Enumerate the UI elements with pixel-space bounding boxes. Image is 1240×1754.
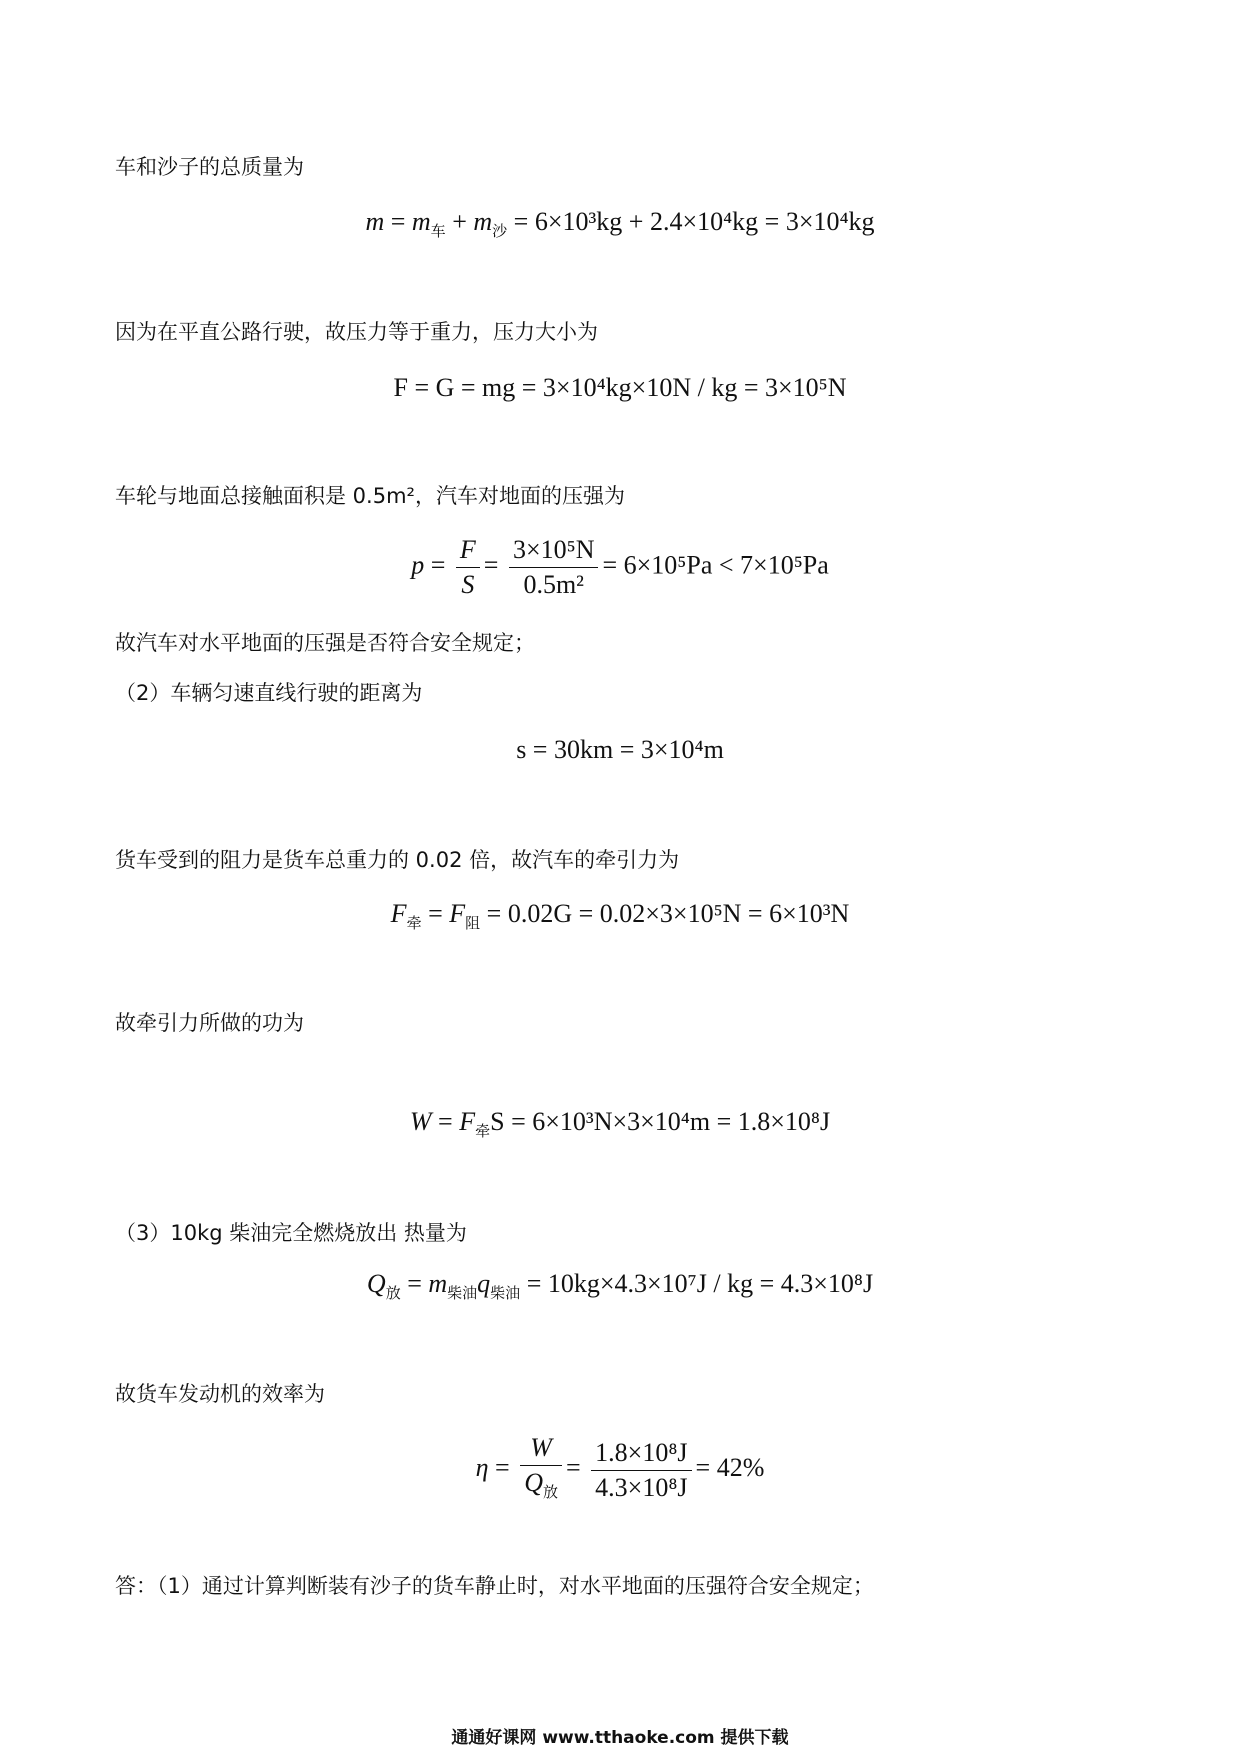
equation-force: F = G = mg = 3×10⁴kg×10N / kg = 3×10⁵N [393, 373, 847, 402]
text-resistance-intro: 货车受到的阻力是货车总重力的 0.02 倍，故汽车的牵引力为 [115, 848, 680, 872]
fraction-eff-values [591, 1438, 691, 1503]
sub-pull: 牵 [406, 914, 422, 932]
eff-den-sub: 放 [542, 1483, 558, 1501]
text-area-intro: 车轮与地面总接触面积是 0.5m²，汽车对地面的压强为 [115, 484, 625, 508]
pressure-lhs: p [411, 550, 425, 580]
sub-diesel-m: 柴油 [447, 1284, 478, 1302]
efficiency-rest: = 42% [695, 1452, 765, 1482]
sub-resistance: 阻 [465, 914, 481, 932]
frac-num-value: 3×10⁵N [509, 535, 599, 568]
sub-pull-work: 牵 [475, 1122, 491, 1140]
heat-rest: = 10kg×4.3×10⁷J / kg = 4.3×10⁸J [526, 1269, 874, 1298]
equation-total-mass: $m = m_车 + m_沙 = 6\times 10^3kg + 2.4\times 10^4kg = 3\times 10^4kg$ [365, 207, 875, 240]
fraction-w-over-q [520, 1433, 562, 1507]
sub-diesel-q: 柴油 [490, 1284, 521, 1302]
equation-pressure: p = $\frac{F}{S}$ = $\frac{\text{3×10⁵N}}{\text{0.5m²}}$ = 6×10⁵Pa < 7×10⁵Pa [411, 535, 829, 599]
text-part3-intro: （3）10kg 柴油完全燃烧放出 热量为 [115, 1221, 467, 1245]
sub-sand: 沙 [492, 222, 508, 240]
frac-den: S [461, 570, 475, 599]
text-part2-intro: （2）车辆匀速直线行驶的距离为 [115, 681, 423, 705]
sub-car: 车 [430, 222, 446, 240]
traction-rest: = 0.02G = 0.02×3×10⁵N = 6×10³N [486, 899, 850, 928]
pressure-rest: = 6×10⁵Pa < 7×10⁵Pa [602, 550, 829, 580]
equation-efficiency: η = $\frac{W}{Q_放}$ = $\frac{\text{1.8×10⁸J}}{\text{4.3×10⁸J}}$ = 42% [0, 1433, 1240, 1507]
fraction-f-over-s [456, 535, 480, 600]
text-pressure-conclusion: 故汽车对水平地面的压强是否符合安全规定； [115, 631, 535, 655]
text-answer: 答：（1）通过计算判断装有沙子的货车静止时，对水平地面的压强符合安全规定； [115, 1574, 874, 1598]
eff-frac-num-value: 1.8×10⁸J [591, 1438, 691, 1471]
work-rest: S = 6×10³N×3×10⁴m = 1.8×10⁸J [490, 1107, 831, 1136]
text-efficiency-intro: 故货车发动机的效率为 [115, 1382, 325, 1406]
text-pressure-intro: 因为在平直公路行驶，故压力等于重力，压力大小为 [115, 320, 598, 344]
equation-work: $W = F_牵S = 6\times 10^3N\times 3\times 10^4m = 1.8\times 10^8J$ [409, 1107, 831, 1140]
efficiency-lhs: η [475, 1452, 489, 1482]
equation-heat: $Q_放 = m_{柴油}q_{柴油} = 10kg\times 4.3\times 10^7J$ / kg = 4.3×10⁸J [366, 1269, 874, 1302]
eff-frac-den: $Q_放$ [524, 1468, 558, 1501]
frac-num: F [456, 535, 480, 568]
footer-source: 通通好课网 www.tthaoke.com 提供下载 [451, 1728, 789, 1748]
mass-rest: = 6×10³kg + 2.4×10⁴kg = 3×10⁴kg [507, 207, 875, 236]
frac-den-value: 0.5m² [523, 570, 584, 599]
fraction-values [509, 535, 599, 600]
sub-release: 放 [385, 1284, 401, 1302]
eff-frac-den-value: 4.3×10⁸J [595, 1472, 688, 1502]
equation-distance: s = 30km = 3×10⁴m [516, 735, 724, 764]
equation-traction: $F_牵 = F_阻 = 0.02G = 0.02\times 3\times 10^5N = 6\times 10^3N$ [390, 899, 850, 932]
eff-frac-num: W [520, 1433, 562, 1466]
text-total-mass-intro: 车和沙子的总质量为 [115, 155, 304, 179]
text-work-intro: 故牵引力所做的功为 [115, 1011, 304, 1035]
